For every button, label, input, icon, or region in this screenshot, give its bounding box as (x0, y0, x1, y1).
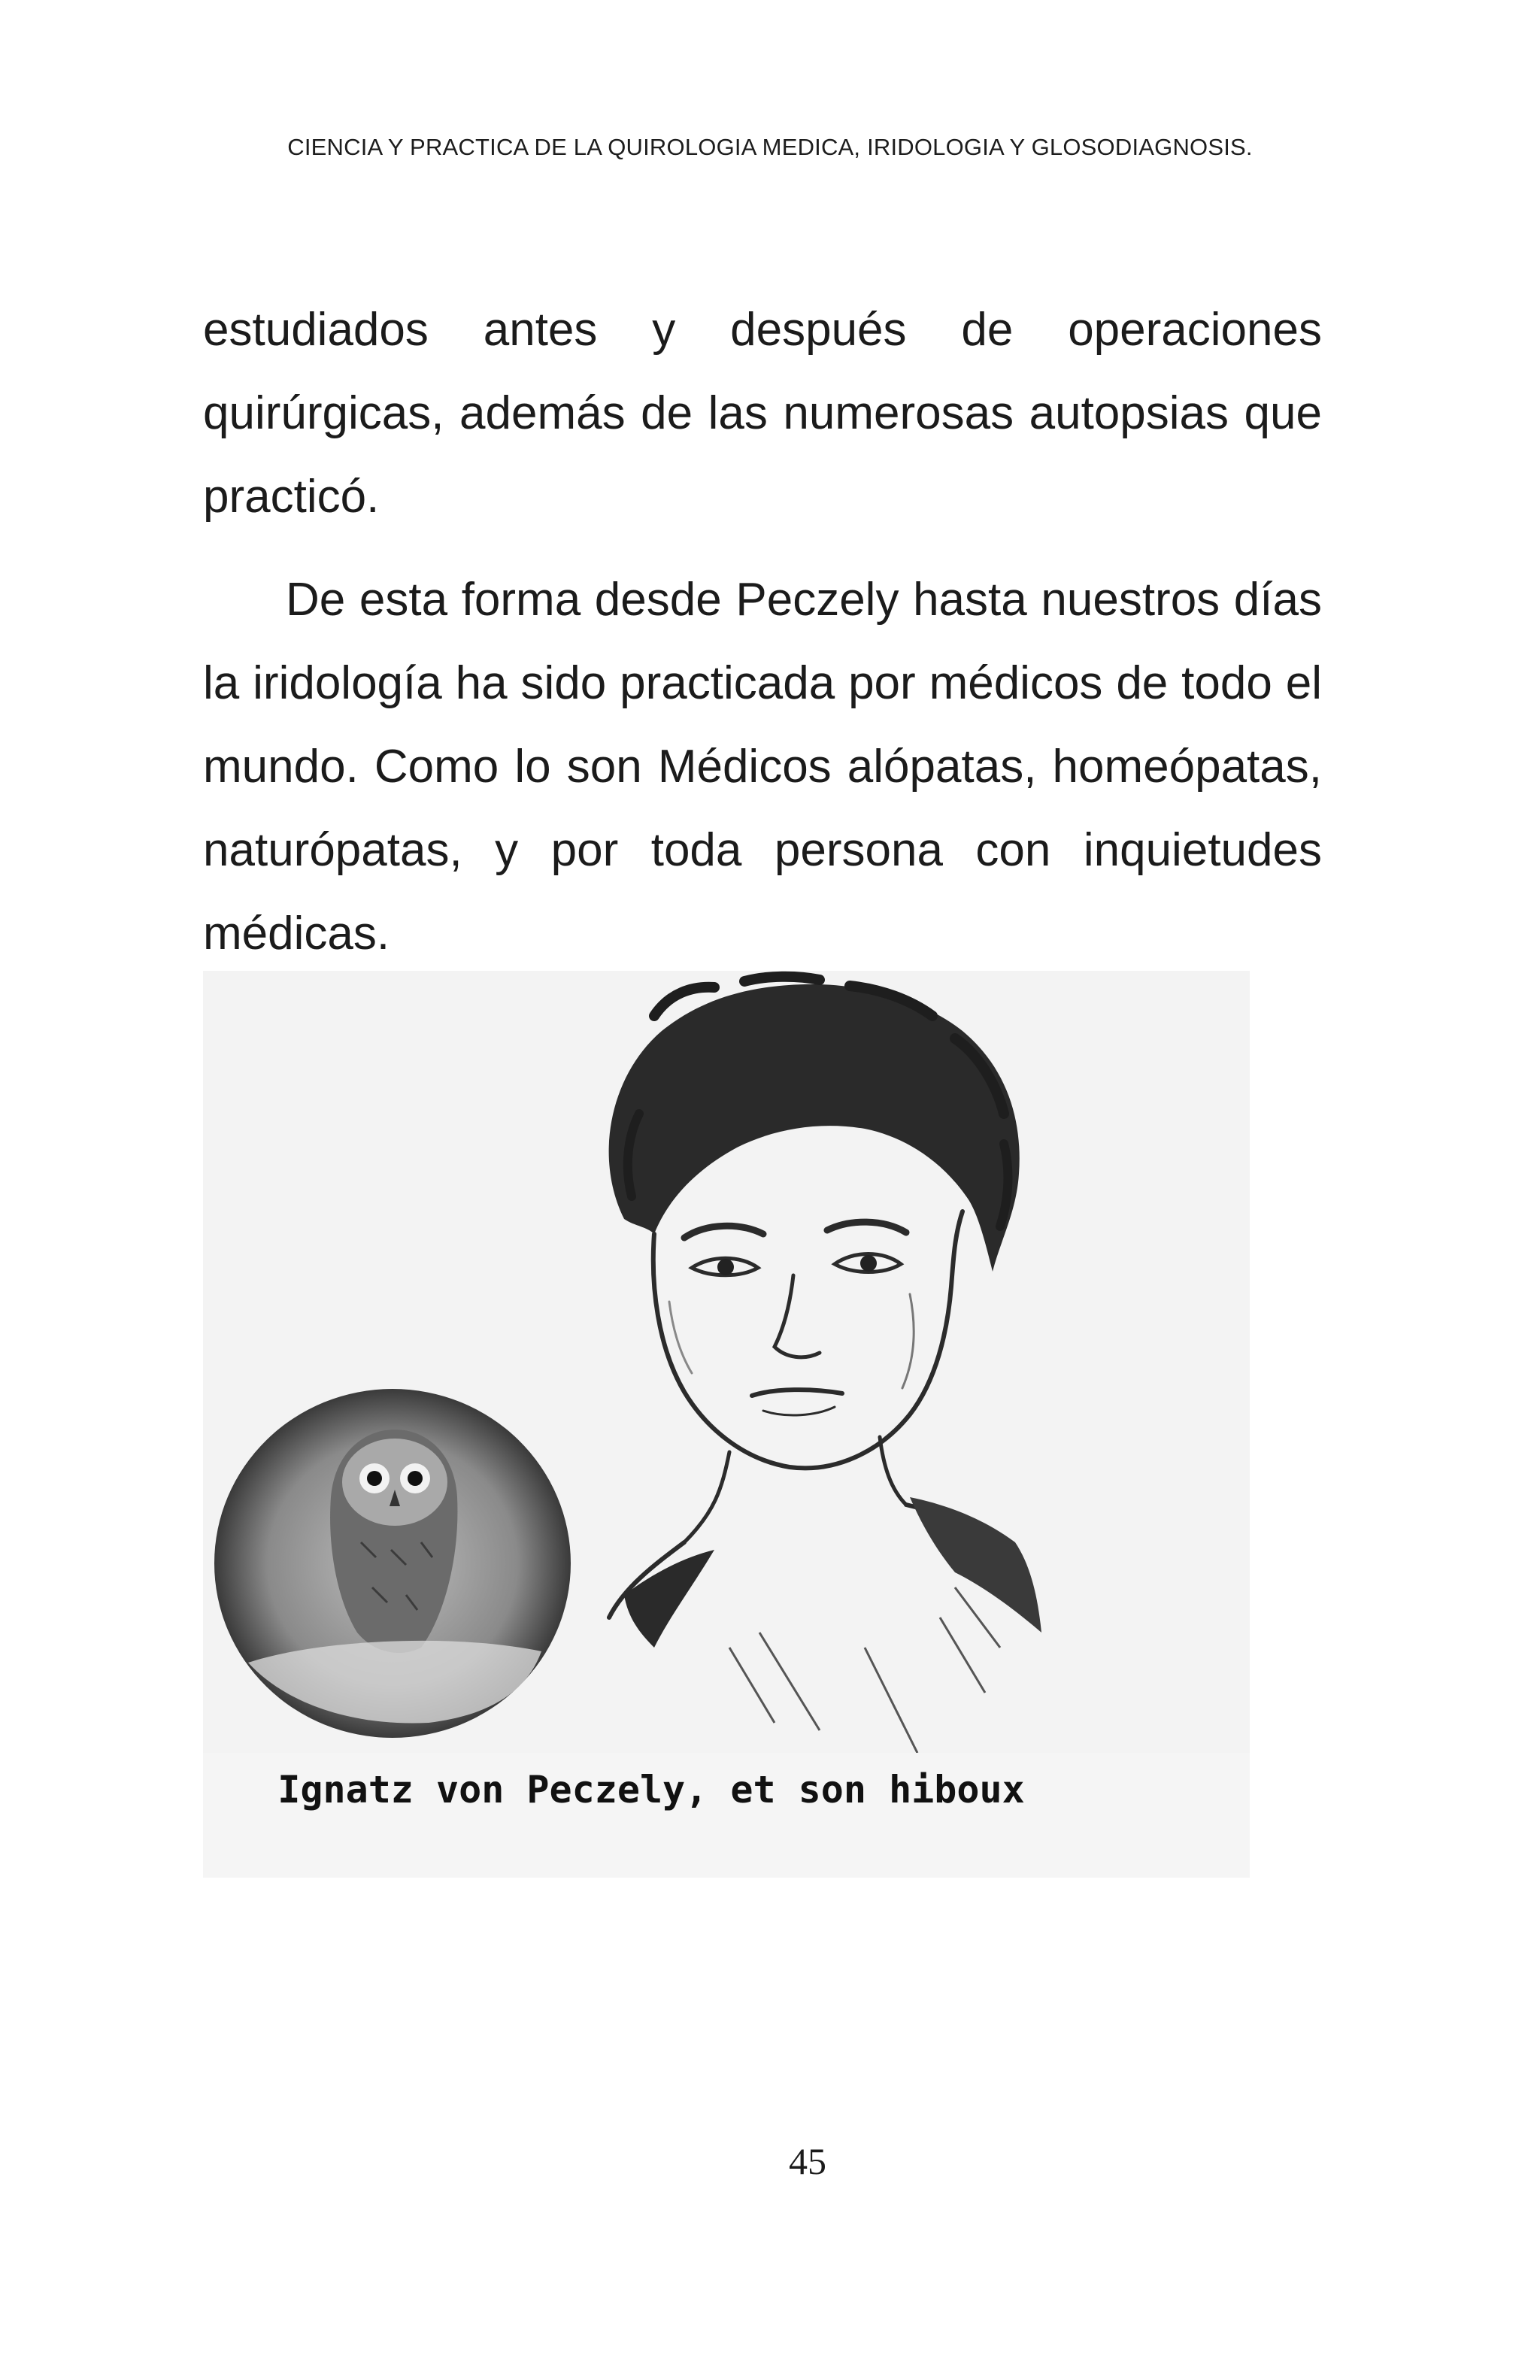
portrait-face (653, 1211, 962, 1468)
portrait-coat-lapel (624, 1550, 714, 1648)
owl-medallion (214, 1389, 571, 1738)
page-number: 45 (789, 2140, 826, 2182)
portrait-coat-hatching (729, 1587, 1000, 1753)
portrait-figure (203, 971, 1250, 1878)
portrait-coat-right (910, 1497, 1041, 1633)
running-header: CIENCIA Y PRACTICA DE LA QUIROLOGIA MEDICA, IRIDOLOGIA Y GLOSODIAGNOSIS. (287, 134, 1253, 160)
portrait-illustration (203, 971, 1250, 1878)
body-paragraph-2: De esta forma desde Peczely hasta nuestros días la iridología ha sido practicada por médicos de todo el mundo. Como lo son Médicos alópatas, homeópatas, naturópatas, y por toda persona con inquietudes médicas. (203, 574, 1322, 960)
body-paragraph-1: estudiados antes y después de operaciones quirúrgicas, además de las numerosas autopsias que practicó. (203, 304, 1322, 523)
figure-caption: Ignatz von Peczely, et son hiboux (277, 1768, 1025, 1812)
